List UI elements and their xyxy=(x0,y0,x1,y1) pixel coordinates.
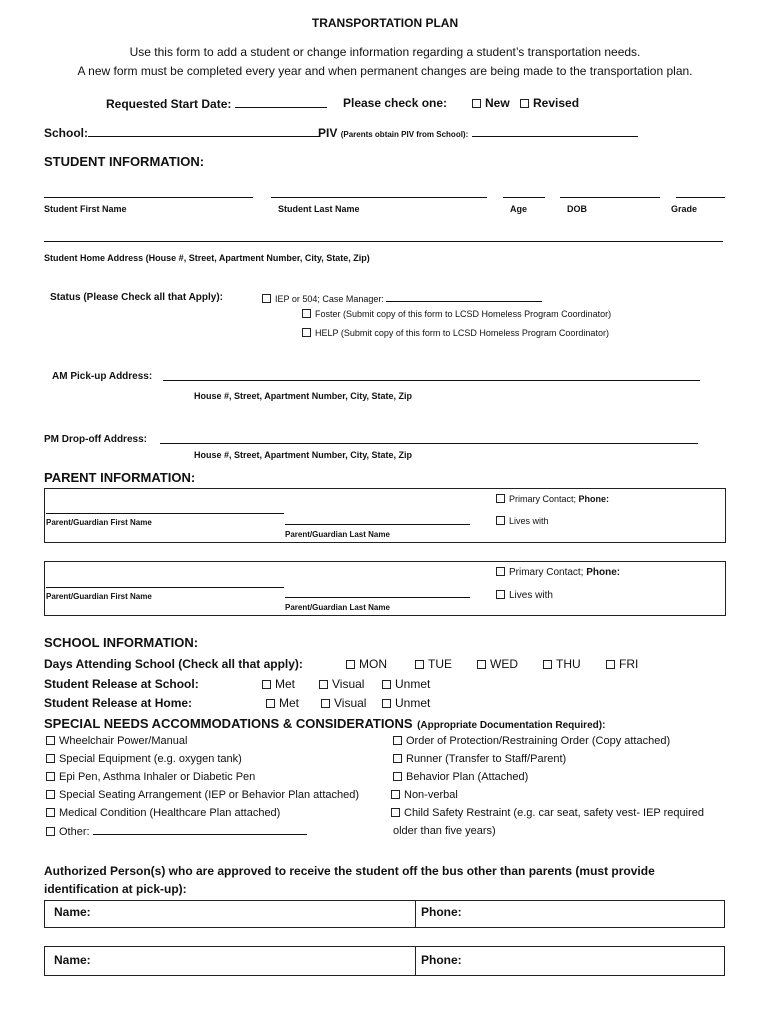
parent-1-first-name-label: Parent/Guardian First Name xyxy=(46,518,152,527)
special-runner[interactable]: Runner (Transfer to Staff/Parent) xyxy=(393,753,566,765)
form-title: TRANSPORTATION PLAN xyxy=(311,16,459,30)
student-dob-line[interactable] xyxy=(560,197,660,198)
day-wed[interactable]: WED xyxy=(477,657,518,671)
other-blank[interactable] xyxy=(93,825,307,835)
foster-checkbox[interactable] xyxy=(302,309,311,318)
special-seating[interactable]: Special Seating Arrangement (IEP or Behavior Plan attached) xyxy=(46,789,359,801)
piv-blank[interactable] xyxy=(472,125,638,137)
parent-1-last-name-line[interactable] xyxy=(285,524,470,525)
pm-dropoff-label: PM Drop-off Address: xyxy=(44,434,147,445)
option-revised[interactable]: Revised xyxy=(520,96,579,110)
status-label: Status (Please Check all that Apply): xyxy=(50,292,224,303)
protection-order-checkbox[interactable] xyxy=(393,736,402,745)
home-address-line[interactable] xyxy=(44,241,723,242)
student-dob-label: DOB xyxy=(567,204,587,214)
parent-2-last-name-label: Parent/Guardian Last Name xyxy=(285,603,390,612)
option-new[interactable]: New xyxy=(472,96,510,110)
authorized-1-name-label: Name: xyxy=(54,905,91,919)
am-pickup-label: AM Pick-up Address: xyxy=(52,371,153,382)
parent-1-last-name-label: Parent/Guardian Last Name xyxy=(285,530,390,539)
release-home-met-checkbox[interactable] xyxy=(266,699,275,708)
release-home-visual-checkbox[interactable] xyxy=(321,699,330,708)
student-grade-line[interactable] xyxy=(676,197,725,198)
authorized-1-divider xyxy=(415,901,416,927)
school-info-heading: SCHOOL INFORMATION: xyxy=(44,635,199,650)
release-home-label: Student Release at Home: xyxy=(44,696,193,710)
other-checkbox[interactable] xyxy=(46,827,55,836)
authorized-1-phone-label: Phone: xyxy=(421,905,462,919)
start-date-blank[interactable] xyxy=(235,96,327,108)
authorized-row-1[interactable] xyxy=(44,900,725,928)
special-other[interactable]: Other: xyxy=(46,825,307,838)
student-last-name-label: Student Last Name xyxy=(278,204,360,214)
day-fri[interactable]: FRI xyxy=(606,657,638,671)
behavior-plan-checkbox[interactable] xyxy=(393,772,402,781)
status-foster-option[interactable]: Foster (Submit copy of this form to LCSD Homeless Program Coordinator) xyxy=(302,309,611,319)
authorized-line-1: Authorized Person(s) who are approved to receive the student off the bus other than parents (must provide xyxy=(44,864,655,878)
parent-heading: PARENT INFORMATION: xyxy=(44,470,196,485)
piv-note: (Parents obtain PIV from School): xyxy=(340,130,469,139)
parent-2-primary-checkbox[interactable] xyxy=(496,567,505,576)
status-help-option[interactable]: HELP (Submit copy of this form to LCSD Homeless Program Coordinator) xyxy=(302,328,609,338)
new-checkbox[interactable] xyxy=(472,99,481,108)
tue-checkbox[interactable] xyxy=(415,660,424,669)
mon-checkbox[interactable] xyxy=(346,660,355,669)
intro-line-1: Use this form to add a student or change information regarding a student’s transportation needs. xyxy=(129,45,641,59)
release-school-unmet[interactable]: Unmet xyxy=(382,677,430,691)
special-child-restraint-cont: older than five years) xyxy=(393,825,496,837)
student-first-name-line[interactable] xyxy=(44,197,253,198)
am-pickup-sublabel: House #, Street, Apartment Number, City, State, Zip xyxy=(194,391,413,401)
special-behavior-plan[interactable]: Behavior Plan (Attached) xyxy=(393,771,528,783)
student-age-label: Age xyxy=(510,204,528,214)
school-label: School: xyxy=(44,126,88,140)
parent-2-first-name-label: Parent/Guardian First Name xyxy=(46,592,152,601)
start-date-label: Requested Start Date: xyxy=(106,97,232,111)
child-restraint-checkbox[interactable] xyxy=(391,808,400,817)
parent-1-lives-with-checkbox[interactable] xyxy=(496,516,505,525)
check-one-label: Please check one: xyxy=(343,96,448,110)
special-wheelchair[interactable]: Wheelchair Power/Manual xyxy=(46,735,187,747)
thu-checkbox[interactable] xyxy=(543,660,552,669)
special-needs-heading: SPECIAL NEEDS ACCOMMODATIONS & CONSIDERATIONS (Appropriate Documentation Required): xyxy=(44,716,606,731)
special-medical[interactable]: Medical Condition (Healthcare Plan attached) xyxy=(46,807,280,819)
wed-checkbox[interactable] xyxy=(477,660,486,669)
fri-checkbox[interactable] xyxy=(606,660,615,669)
day-tue[interactable]: TUE xyxy=(415,657,452,671)
equipment-checkbox[interactable] xyxy=(46,754,55,763)
authorized-line-2: identification at pick-up): xyxy=(44,882,187,896)
special-epipen[interactable]: Epi Pen, Asthma Inhaler or Diabetic Pen xyxy=(46,771,255,783)
special-protection-order[interactable]: Order of Protection/Restraining Order (Copy attached) xyxy=(393,735,670,747)
case-manager-blank[interactable] xyxy=(386,292,542,302)
school-field[interactable] xyxy=(44,125,320,140)
wheelchair-checkbox[interactable] xyxy=(46,736,55,745)
iep-checkbox[interactable] xyxy=(262,294,271,303)
authorized-2-phone-label: Phone: xyxy=(421,953,462,967)
student-first-name-label: Student First Name xyxy=(44,204,127,214)
piv-field[interactable] xyxy=(318,125,638,140)
release-school-visual-checkbox[interactable] xyxy=(319,680,328,689)
release-school-unmet-checkbox[interactable] xyxy=(382,680,391,689)
day-mon[interactable]: MON xyxy=(346,657,387,671)
parent-2-lives-with[interactable]: Lives with xyxy=(496,590,553,601)
runner-checkbox[interactable] xyxy=(393,754,402,763)
release-school-visual[interactable]: Visual xyxy=(319,677,364,691)
student-age-line[interactable] xyxy=(503,197,545,198)
release-school-label: Student Release at School: xyxy=(44,677,199,691)
authorized-2-divider xyxy=(415,947,416,975)
piv-label: PIV xyxy=(318,126,338,140)
school-blank[interactable] xyxy=(88,125,320,137)
non-verbal-checkbox[interactable] xyxy=(391,790,400,799)
release-school-met[interactable]: Met xyxy=(262,677,295,691)
special-equipment[interactable]: Special Equipment (e.g. oxygen tank) xyxy=(46,753,242,765)
parent-1-first-name-line[interactable] xyxy=(46,513,284,514)
start-date-field[interactable] xyxy=(106,96,327,111)
parent-1-primary-contact[interactable]: Primary Contact; Phone: xyxy=(496,494,609,504)
seating-checkbox[interactable] xyxy=(46,790,55,799)
authorized-2-name-label: Name: xyxy=(54,953,91,967)
medical-checkbox[interactable] xyxy=(46,808,55,817)
student-grade-label: Grade xyxy=(671,204,698,214)
epipen-checkbox[interactable] xyxy=(46,772,55,781)
release-home-met[interactable]: Met xyxy=(266,696,299,710)
days-label: Days Attending School (Check all that apply): xyxy=(44,657,303,671)
day-thu[interactable]: THU xyxy=(543,657,581,671)
parent-1-primary-checkbox[interactable] xyxy=(496,494,505,503)
revised-checkbox[interactable] xyxy=(520,99,529,108)
pm-dropoff-line[interactable] xyxy=(160,443,698,444)
status-iep-option[interactable]: IEP or 504; Case Manager: xyxy=(262,292,542,304)
release-school-met-checkbox[interactable] xyxy=(262,680,271,689)
release-home-visual[interactable]: Visual xyxy=(321,696,366,710)
parent-2-lives-with-checkbox[interactable] xyxy=(496,590,505,599)
parent-2-first-name-line[interactable] xyxy=(46,587,284,588)
special-child-restraint[interactable]: Child Safety Restraint (e.g. car seat, safety vest- IEP required xyxy=(391,807,704,819)
help-checkbox[interactable] xyxy=(302,328,311,337)
parent-1-lives-with[interactable]: Lives with xyxy=(496,516,549,526)
am-pickup-line[interactable] xyxy=(163,380,700,381)
parent-2-primary-contact[interactable]: Primary Contact; Phone: xyxy=(496,567,620,578)
release-home-unmet-checkbox[interactable] xyxy=(382,699,391,708)
pm-dropoff-sublabel: House #, Street, Apartment Number, City, State, Zip xyxy=(194,450,413,460)
authorized-row-2[interactable] xyxy=(44,946,725,976)
student-last-name-line[interactable] xyxy=(271,197,487,198)
intro-line-2: A new form must be completed every year and when permanent changes are being made to the transportation plan. xyxy=(77,64,693,78)
special-non-verbal[interactable]: Non-verbal xyxy=(391,789,458,801)
student-heading: STUDENT INFORMATION: xyxy=(44,154,205,169)
parent-2-last-name-line[interactable] xyxy=(285,597,470,598)
release-home-unmet[interactable]: Unmet xyxy=(382,696,430,710)
home-address-label: Student Home Address (House #, Street, Apartment Number, City, State, Zip) xyxy=(44,253,370,263)
